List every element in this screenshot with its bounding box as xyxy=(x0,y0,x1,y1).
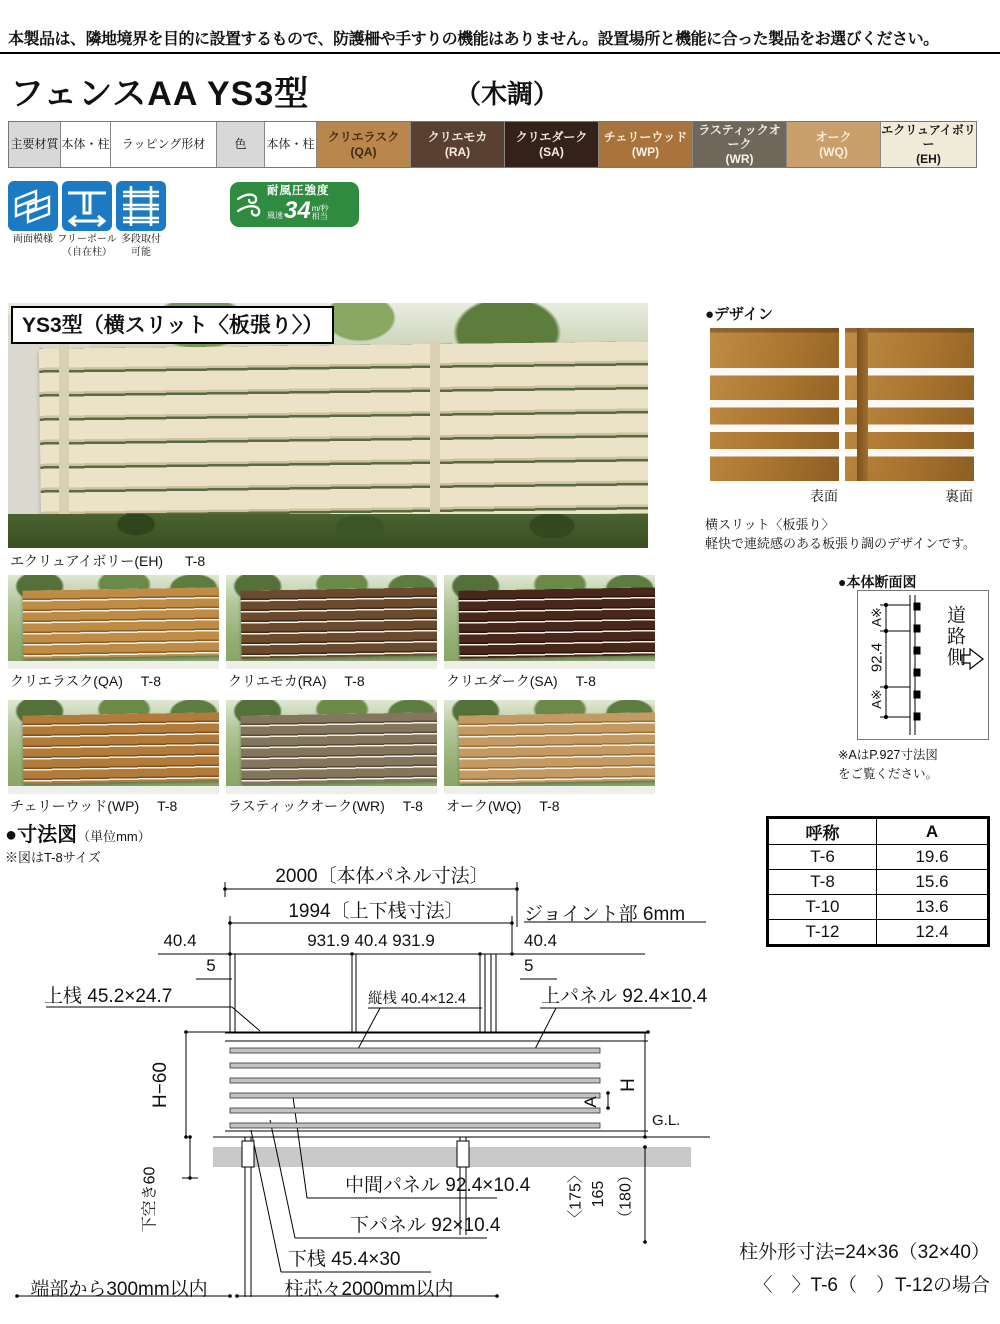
color-swatch xyxy=(317,122,411,167)
size-cell: 15.6 xyxy=(877,870,989,895)
variant-fence xyxy=(458,712,655,783)
color-swatch xyxy=(411,122,505,167)
variant-name: オーク(WQ) xyxy=(446,798,522,814)
dimension-heading-main: ●寸法図 xyxy=(5,824,78,846)
cross-section-dim-mid: 92.4 xyxy=(868,642,886,673)
dim-mid-panel: 中間パネル 92.4×10.4 xyxy=(345,1175,531,1196)
color-cell-body: 本体・柱 xyxy=(265,122,317,167)
size-table-header: 呼称 xyxy=(768,818,877,845)
color-header: 色 xyxy=(217,122,265,167)
variant-photo xyxy=(8,575,219,669)
color-swatch xyxy=(787,122,881,167)
dim-a: A xyxy=(581,1096,600,1108)
materials-cell-body: 本体・柱 xyxy=(61,122,111,167)
dim-bottom-rail: 下桟 45.4×30 xyxy=(288,1249,401,1270)
swatch-name: クリエダーク xyxy=(515,130,588,145)
materials-header: 主要材質 xyxy=(9,122,61,167)
feature-label-line: （自在柱） xyxy=(62,246,112,258)
variant-size: T-8 xyxy=(157,798,178,814)
main-product-photo xyxy=(8,303,648,548)
design-heading: ●デザイン xyxy=(705,306,774,323)
feature-label-line: 可能 xyxy=(131,246,151,258)
dim-5-right: 5 xyxy=(524,956,534,975)
color-swatch xyxy=(505,122,599,167)
dim-404-left: 40.4 xyxy=(163,931,197,950)
photo-fence xyxy=(39,341,648,520)
variant-caption xyxy=(228,671,365,691)
design-subtitle: 横スリット〈板張り〉 xyxy=(705,517,835,532)
dim-post-pitch: 柱芯々2000mm以内 xyxy=(284,1279,454,1300)
size-cell: T-10 xyxy=(768,895,877,920)
photo-shrubs xyxy=(8,514,648,548)
dim-clearance: 下空き60 xyxy=(141,1166,159,1233)
dim-top-rail: 上桟 45.2×24.7 xyxy=(44,986,173,1007)
page-title: フェンスAA YS3型 xyxy=(10,75,310,113)
cross-section-note-line: ※AはP.927寸法図 xyxy=(838,748,938,762)
variant-size: T-8 xyxy=(539,798,560,814)
free-pole-icon xyxy=(62,181,112,231)
cross-section-dim-a-top: A※ xyxy=(869,607,884,627)
multi-tier-icon xyxy=(116,181,166,231)
swatch-name: エクリュアイボリー xyxy=(881,122,976,152)
wind-value: 34 xyxy=(284,196,311,224)
dim-embed-180: （180） xyxy=(617,1167,635,1226)
dimension-note: ※図はT-8サイズ xyxy=(5,850,101,865)
dim-embed-165: 165 xyxy=(590,1180,607,1208)
design-description: 軽快で連続感のある板張り調のデザインです。 xyxy=(705,536,977,551)
swatch-name: クリエモカ xyxy=(427,130,488,145)
variant-fence xyxy=(22,712,219,783)
size-table-header: A xyxy=(877,818,989,845)
design-back-label: 裏面 xyxy=(945,488,973,504)
dim-h: H xyxy=(618,1078,639,1092)
road-side-label: 道路側 xyxy=(944,605,965,668)
design-front-image xyxy=(710,328,839,481)
cross-section-note-line: をご覧ください。 xyxy=(838,766,939,781)
cross-section-diagram xyxy=(857,590,989,740)
variant-photo xyxy=(226,575,437,669)
cross-section-heading: ●本体断面図 xyxy=(838,574,917,590)
size-cell: T-12 xyxy=(768,920,877,946)
variant-caption xyxy=(446,671,596,691)
variant-name: クリエラスク(QA) xyxy=(10,673,123,689)
top-rule xyxy=(0,52,1000,54)
dim-joint: ジョイント部 6mm xyxy=(524,904,686,925)
variant-photo xyxy=(226,700,437,794)
variant-caption xyxy=(10,796,177,816)
swatch-name: ラスティックオーク xyxy=(698,122,781,152)
caption-color-name: エクリュアイボリー(EH) xyxy=(10,553,164,569)
feature-label-line: 両面模様 xyxy=(13,234,53,245)
photo-model-badge: YS3型（横スリット〈板張り〉） xyxy=(11,306,334,344)
size-cell: 13.6 xyxy=(877,895,989,920)
dim-edge: 端部から300mm以内 xyxy=(30,1279,208,1300)
variant-size: T-8 xyxy=(402,798,423,814)
variant-size: T-8 xyxy=(575,673,596,689)
dimension-heading-unit: （単位mm） xyxy=(77,829,151,844)
variant-name: クリエモカ(RA) xyxy=(228,673,327,689)
main-photo-caption xyxy=(10,551,205,571)
variant-fence xyxy=(458,587,655,658)
dim-top-panel: 上パネル 92.4×10.4 xyxy=(541,986,708,1007)
page-title-suffix: （木調） xyxy=(455,79,560,109)
wind-title: 耐風圧強度 xyxy=(267,185,330,198)
variant-caption xyxy=(10,671,161,691)
both-sides-pattern-icon xyxy=(8,181,58,231)
variant-fence xyxy=(240,587,437,658)
feature-label-line: 多段取付 xyxy=(121,234,161,245)
multi-tier-label xyxy=(112,234,170,259)
both-sides-pattern-label xyxy=(4,234,62,247)
dim-embed-175: 〈175〉 xyxy=(567,1167,585,1226)
swatch-name: クリエラスク xyxy=(327,130,400,145)
swatch-code: (QA) xyxy=(350,144,377,159)
wind-prefix: 風速 xyxy=(267,210,283,220)
cross-section-dim-a-bottom: A※ xyxy=(869,689,884,709)
feature-label-line: フリーポール xyxy=(57,234,117,245)
swatch-code: (RA) xyxy=(444,144,471,159)
variant-photo xyxy=(444,700,655,794)
dim-bottom-panel: 下パネル 92×10.4 xyxy=(350,1215,501,1236)
swatch-code: (SA) xyxy=(539,144,564,159)
wind-badge-text xyxy=(267,186,330,223)
photo-fence-post xyxy=(430,340,440,521)
dimension-figure xyxy=(0,815,1000,1324)
dim-931: 931.9 40.4 931.9 xyxy=(307,931,435,950)
color-swatch xyxy=(599,122,693,167)
variant-photo xyxy=(444,575,655,669)
dim-rail-width: 1994〔上下桟寸法〕 xyxy=(288,901,464,922)
size-cell: T-8 xyxy=(768,870,877,895)
wind-unit: m/秒 xyxy=(311,203,329,213)
variant-name: クリエダーク(SA) xyxy=(446,673,558,689)
dim-panel-width: 2000〔本体パネル寸法〕 xyxy=(275,866,489,887)
dim-post-note-1: 柱外形寸法=24×36（32×40） xyxy=(739,1242,990,1263)
dim-h60: H−60 xyxy=(150,1062,171,1108)
dim-gl: G.L. xyxy=(652,1112,681,1129)
photo-fence-post xyxy=(59,340,69,521)
design-back-image xyxy=(845,328,974,481)
color-swatch xyxy=(693,122,787,167)
variant-name: ラスティックオーク(WR) xyxy=(228,798,385,814)
dim-5-left: 5 xyxy=(206,956,216,975)
size-cell: T-6 xyxy=(768,845,877,870)
size-cell: 12.4 xyxy=(877,920,989,946)
color-swatch xyxy=(881,122,976,167)
variant-caption xyxy=(446,796,560,816)
disclaimer-text: 本製品は、隣地境界を目的に設置するもので、防護柵や手すりの機能はありません。設置場所と機能に合った製品をお選びください。 xyxy=(8,31,939,48)
swatch-code: (WP) xyxy=(631,144,660,159)
variant-photo xyxy=(8,700,219,794)
variant-caption xyxy=(228,796,423,816)
swatch-name: オーク xyxy=(815,130,852,145)
caption-size: T-8 xyxy=(184,553,206,569)
size-cell: 19.6 xyxy=(877,845,989,870)
wind-icon xyxy=(237,189,263,221)
materials-cell-wrap: ラッピング形材 xyxy=(111,122,217,167)
design-front-label: 表面 xyxy=(810,488,838,504)
variant-fence xyxy=(22,587,219,658)
variant-size: T-8 xyxy=(344,673,365,689)
swatch-code: (WQ) xyxy=(819,144,848,159)
dim-vertical-rail: 縦桟 40.4×12.4 xyxy=(368,991,466,1007)
variant-name: チェリーウッド(WP) xyxy=(10,798,140,814)
cross-section-note xyxy=(838,746,938,784)
swatch-name: チェリーウッド xyxy=(603,130,688,145)
swatch-code: (WR) xyxy=(725,151,754,166)
variant-fence xyxy=(240,712,437,783)
free-pole-label xyxy=(56,234,118,259)
dim-post-note-2: 〈 〉T-6（ ）T-12の場合 xyxy=(753,1275,990,1296)
variant-size: T-8 xyxy=(140,673,161,689)
wind-suffix: 相当 xyxy=(311,212,328,222)
materials-color-bar xyxy=(8,121,977,168)
dim-404-right: 40.4 xyxy=(524,931,558,950)
swatch-code: (EH) xyxy=(916,151,941,166)
wind-resistance-badge xyxy=(230,182,359,227)
